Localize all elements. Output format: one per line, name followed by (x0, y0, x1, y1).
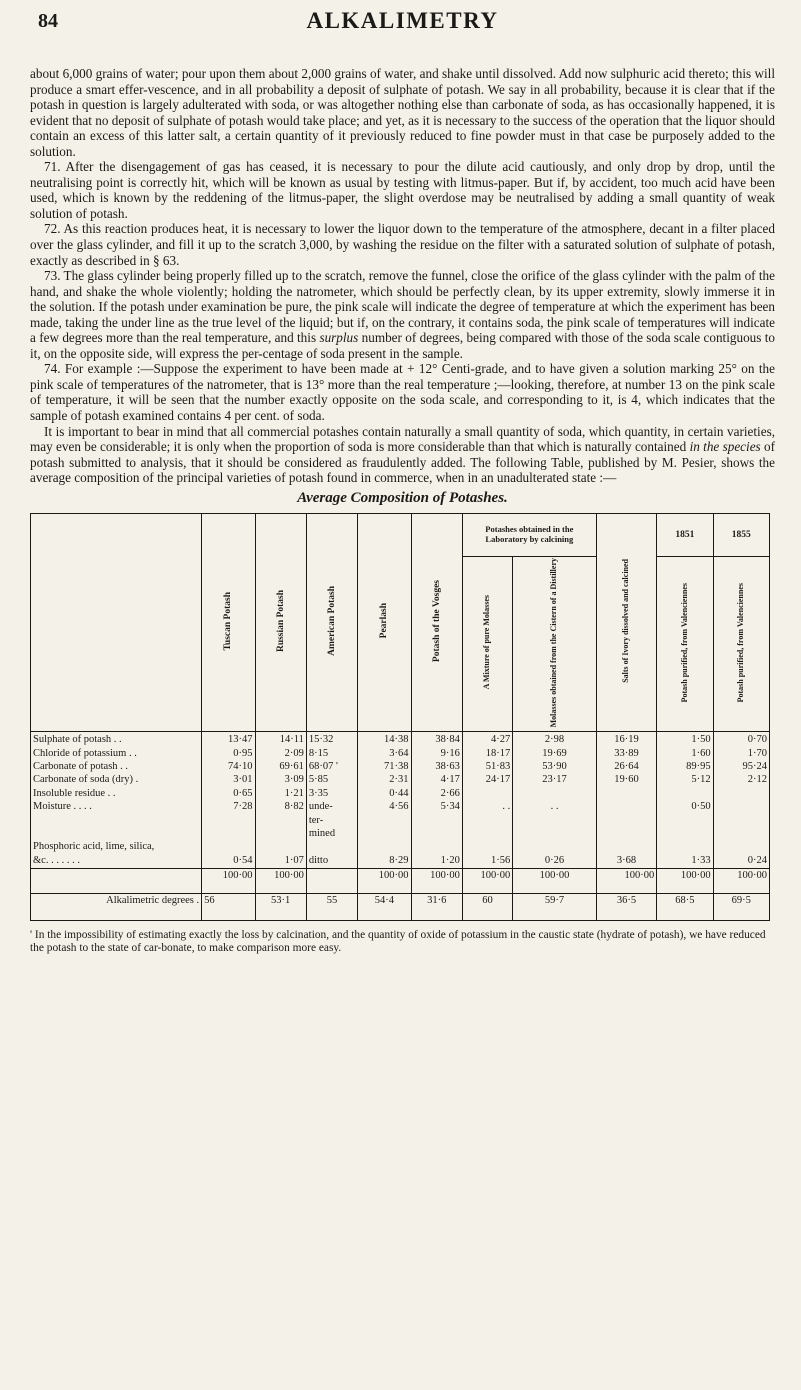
data-cell: 13·47 0·95 74·10 3·01 0·65 7·28 0·54 (202, 732, 255, 869)
row-labels: Sulphate of potash . . Chloride of potassium . . Carbonate of potash . . Carbonate of soda (dry) . Insoluble residue . . Moisture . . . . Phosphoric acid, lime, silica, &c. . . . . . . (31, 732, 202, 869)
column-header: Russian Potash (275, 589, 286, 652)
column-header: Pearlash (379, 603, 390, 639)
totals-label (31, 869, 202, 894)
data-cell: 14·38 3·64 71·38 2·31 0·44 4·56 8·29 (358, 732, 411, 869)
body-text (30, 66, 775, 486)
running-title: ALKALIMETRY (306, 8, 499, 33)
column-header: A Mixture of pure Molasses (482, 595, 492, 690)
degree-cell: 60 (462, 894, 512, 921)
total-cell: 100·00 (513, 869, 597, 894)
total-cell: 100·00 (657, 869, 713, 894)
data-row (31, 732, 770, 869)
degrees-label: Alkalimetric degrees . (31, 894, 202, 921)
paragraph: It is important to bear in mind that all commercial potashes contain naturally a small quantity of soda, which quantity, in certain varieties, may even be considerable; it is only when the proportion of soda is more considerable than that which is naturally contained in the species of potash submitted to analysis, that it should be considered as fraudulently added. The following Table, published by M. Pesier, shows the average composition of the principal varieties of potash found in commerce, when in an unadulterated state :— (30, 423, 776, 486)
degree-cell: 59·7 (513, 894, 597, 921)
degree-cell: 31·6 (411, 894, 462, 921)
column-header: American Potash (327, 586, 338, 656)
degree-cell: 54·4 (358, 894, 411, 921)
degree-cell: 68·5 (657, 894, 713, 921)
totals-row (31, 869, 770, 894)
data-cell: 2·98 19·69 53·90 23·17 . . 0·26 (513, 732, 597, 869)
paragraph: about 6,000 grains of water; pour upon them about 2,000 grains of water, and shake until dissolved. Add now sulphuric acid thereto; this will produce a smart effer-vescence, and in all probability a deposit of sulphate of potash. We say in all probability, because it is clear that if the potash in question is largely adulterated with soda, or was altogether nothing else than carbonate of soda, as has occasionally happened, it is evident that no deposit of sulphate of potash would take place; and yet, as it is necessary to the success of the operation that the liquor should contain an excess of this latter salt, a certain quantity of it previously reduced to fine powder must in that case be purposely added to the solution. (30, 66, 775, 159)
paragraph: 72. As this reaction produces heat, it is necessary to lower the liquor down to the temperature of the atmosphere, decant in a filter placed over the glass cylinder, and fill it up to the scratch 3,000, by washing the residue on the filter with a saturated solution of sulphate of potash, exactly as described in § 63. (30, 221, 775, 268)
column-header: Molasses obtained from the Cistern of a Distillery (549, 557, 559, 728)
total-cell: 100·00 (462, 869, 512, 894)
degree-cell: 69·5 (713, 894, 769, 921)
book-page (30, 0, 775, 954)
header-row-1 (31, 513, 770, 556)
total-cell: 100·00 (411, 869, 462, 894)
year-header: 1855 (713, 513, 769, 556)
corner-cell (31, 513, 202, 731)
year-header: 1851 (657, 513, 713, 556)
group-header: Potashes obtained in the Laboratory by calcining (462, 513, 596, 556)
footnote: ' In the impossibility of estimating exactly the loss by calcination, and the quantity of oxide of potassium in the caustic state (hydrate of potash), we have reduced the potash to the state of car-bonate, to make comparison more easy. (30, 929, 766, 954)
column-header: Potash of the Vosges (431, 579, 442, 662)
column-header: Salts of Ivory dissolved and calcined (621, 559, 631, 683)
total-cell: 100·00 (255, 869, 306, 894)
total-cell: 100·00 (713, 869, 769, 894)
data-cell: 14·11 2·09 69·61 3·09 1·21 8·82 1·07 (255, 732, 306, 869)
data-cell: 1·50 1·60 89·95 5·12 0·50 1·33 (657, 732, 713, 869)
page-header (30, 0, 775, 46)
paragraph: 73. The glass cylinder being properly filled up to the scratch, remove the funnel, close the orifice of the glass cylinder with the palm of the hand, and shake the whole violently; holding the natrometer, which should be perfectly clean, by its upper extremity, slowly immerse it in the solution. If the potash under examination be pure, the pink scale will indicate the degree of temperature at which the experiment has been made, taking the under line as the true level of the liquid; but if, on the contrary, it contains soda, the pink scale of temperatures will indicate a few degrees more than the real temperature, and this surplus number of degrees, being compared with those of the soda scale contiguous to it, on the opposite side, will express the per-centage of soda present in the sample. (30, 268, 775, 361)
table-title: Average Composition of Potashes. (297, 489, 508, 506)
column-header: Potash purified, from Valenciennes (736, 582, 746, 703)
data-cell: 16·19 33·89 26·64 19·60 3·68 (596, 732, 656, 869)
total-cell (306, 869, 357, 894)
total-cell: 100·00 (358, 869, 411, 894)
degree-cell: 56 (202, 894, 255, 921)
data-cell: 38·84 9·16 38·63 4·17 2·66 5·34 1·20 (411, 732, 462, 869)
degree-cell: 36·5 (596, 894, 656, 921)
total-cell: 100·00 (202, 869, 255, 894)
degree-cell: 53·1 (255, 894, 306, 921)
data-cell: 4·27 18·17 51·83 24·17 . . 1·56 (462, 732, 512, 869)
page-number: 84 (38, 10, 58, 32)
paragraph: 71. After the disengagement of gas has ceased, it is necessary to pour the dilute acid cautiously, and only drop by drop, until the neutralising point is correctly hit, which will be known as usual by testing with litmus-paper. But if, by accident, too much acid have been used, which is known by the reddening of the litmus-paper, the slight overdose may be neutralised by adding a small quantity of weak solution of potash. (30, 159, 775, 221)
data-cell: 15·32 8·15 68·07 ' 5·85 3·35 unde- ter- mined ditto (306, 732, 357, 869)
column-header: Potash purified, from Valenciennes (679, 582, 689, 703)
column-header: Tuscan Potash (223, 591, 234, 651)
degrees-row (31, 894, 770, 921)
composition-table (30, 513, 770, 921)
paragraph: 74. For example :—Suppose the experiment to have been made at + 12° Centi-grade, and to have given a solution marking 25° on the pink scale of temperatures of the natrometer, that is 13° more than the real temperature ;—looking, therefore, at number 13 on the pink scale of temperature, it will be seen that the number exactly opposite on the soda scale, and corresponding to it, is 4, which indicates that the sample of potash examined contains 4 per cent. of soda. (30, 361, 775, 424)
data-cell: 0·70 1·70 95·24 2·12 0·24 (713, 732, 769, 869)
total-cell: 100·00 (596, 869, 656, 894)
degree-cell: 55 (306, 894, 357, 921)
